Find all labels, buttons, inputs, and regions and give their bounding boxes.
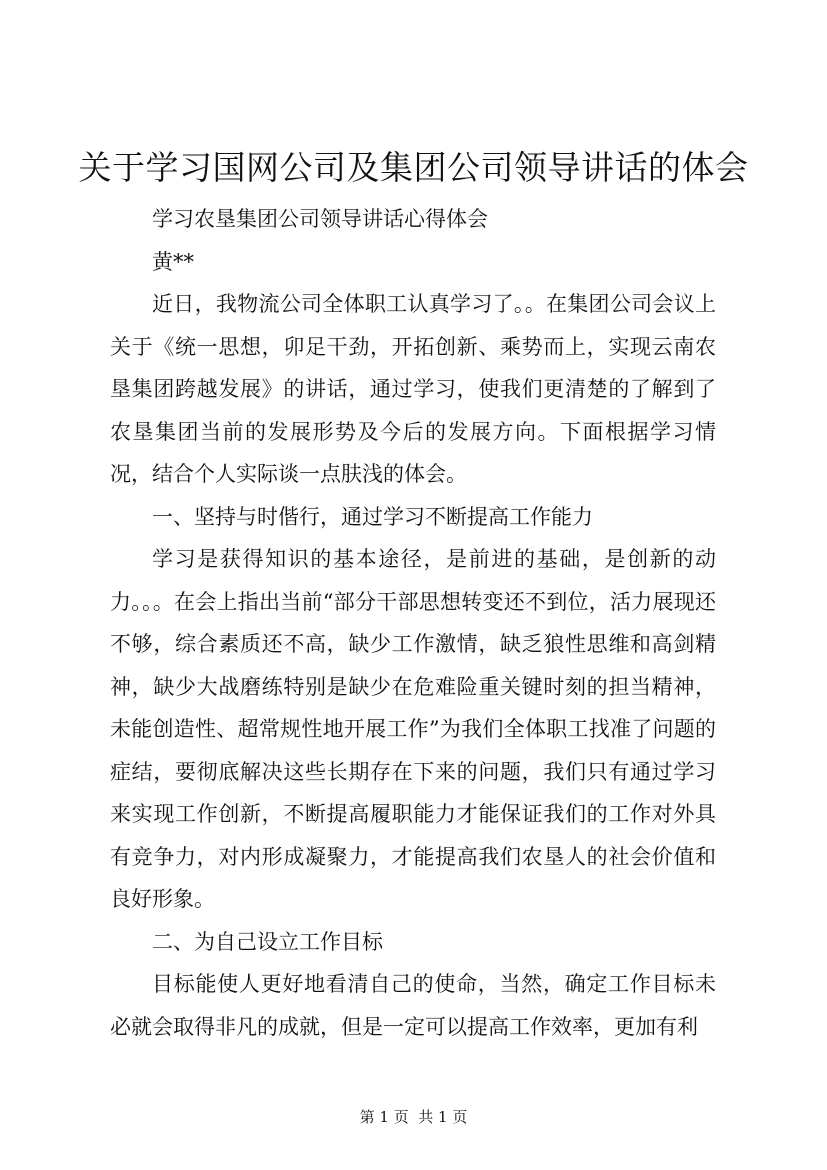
author-line: 黄** (152, 249, 194, 274)
paragraph-goals: 目标能使人更好地看清自己的使命，当然，确定工作目标未必就会取得非凡的成就，但是一定可以提高工作效率，更加有利 (110, 972, 716, 1039)
document-body (110, 198, 716, 1048)
document-title: 关于学习国网公司及集团公司领导讲话的体会 (78, 148, 749, 187)
subtitle: 学习农垦集团公司领导讲话心得体会 (152, 207, 488, 231)
section-heading-1: 一、坚持与时偕行，通过学习不断提高工作能力 (152, 504, 593, 529)
page-footer (0, 1106, 827, 1128)
section-heading-2: 二、为自己设立工作目标 (152, 929, 383, 954)
paragraph-learning: 学习是获得知识的基本途径，是前进的基础，是创新的动力。。。在会上指出当前“部分干部思想转变还不到位，活力展现还不够，综合素质还不高，缺少工作激情，缺乏狼性思维和高剑精神，缺少大战磨练特别是缺少在危难险重关键时刻的担当精神，未能创造性、超常规性地开展工作”为我们全体职工找准了问题的症结，要彻底解决这些长期存在下来的问题，我们只有通过学习来实现工作创新，不断提高履职能力才能保证我们的工作对外具有竞争力，对内形成凝聚力，才能提高我们农垦人的社会价值和良好形象。 (110, 547, 716, 911)
page-number-label: 第 1 页 共 1 页 (359, 1108, 468, 1126)
paragraph-intro: 近日，我物流公司全体职工认真学习了。。在集团公司会议上关于《统一思想，卯足干劲，开拓创新、乘势而上，实现云南农垦集团跨越发展》的讲话，通过学习，使我们更清楚的了解到了农垦集团当前的发展形势及今后的发展方向。下面根据学习情况，结合个人实际谈一点肤浅的体会。 (110, 292, 716, 486)
